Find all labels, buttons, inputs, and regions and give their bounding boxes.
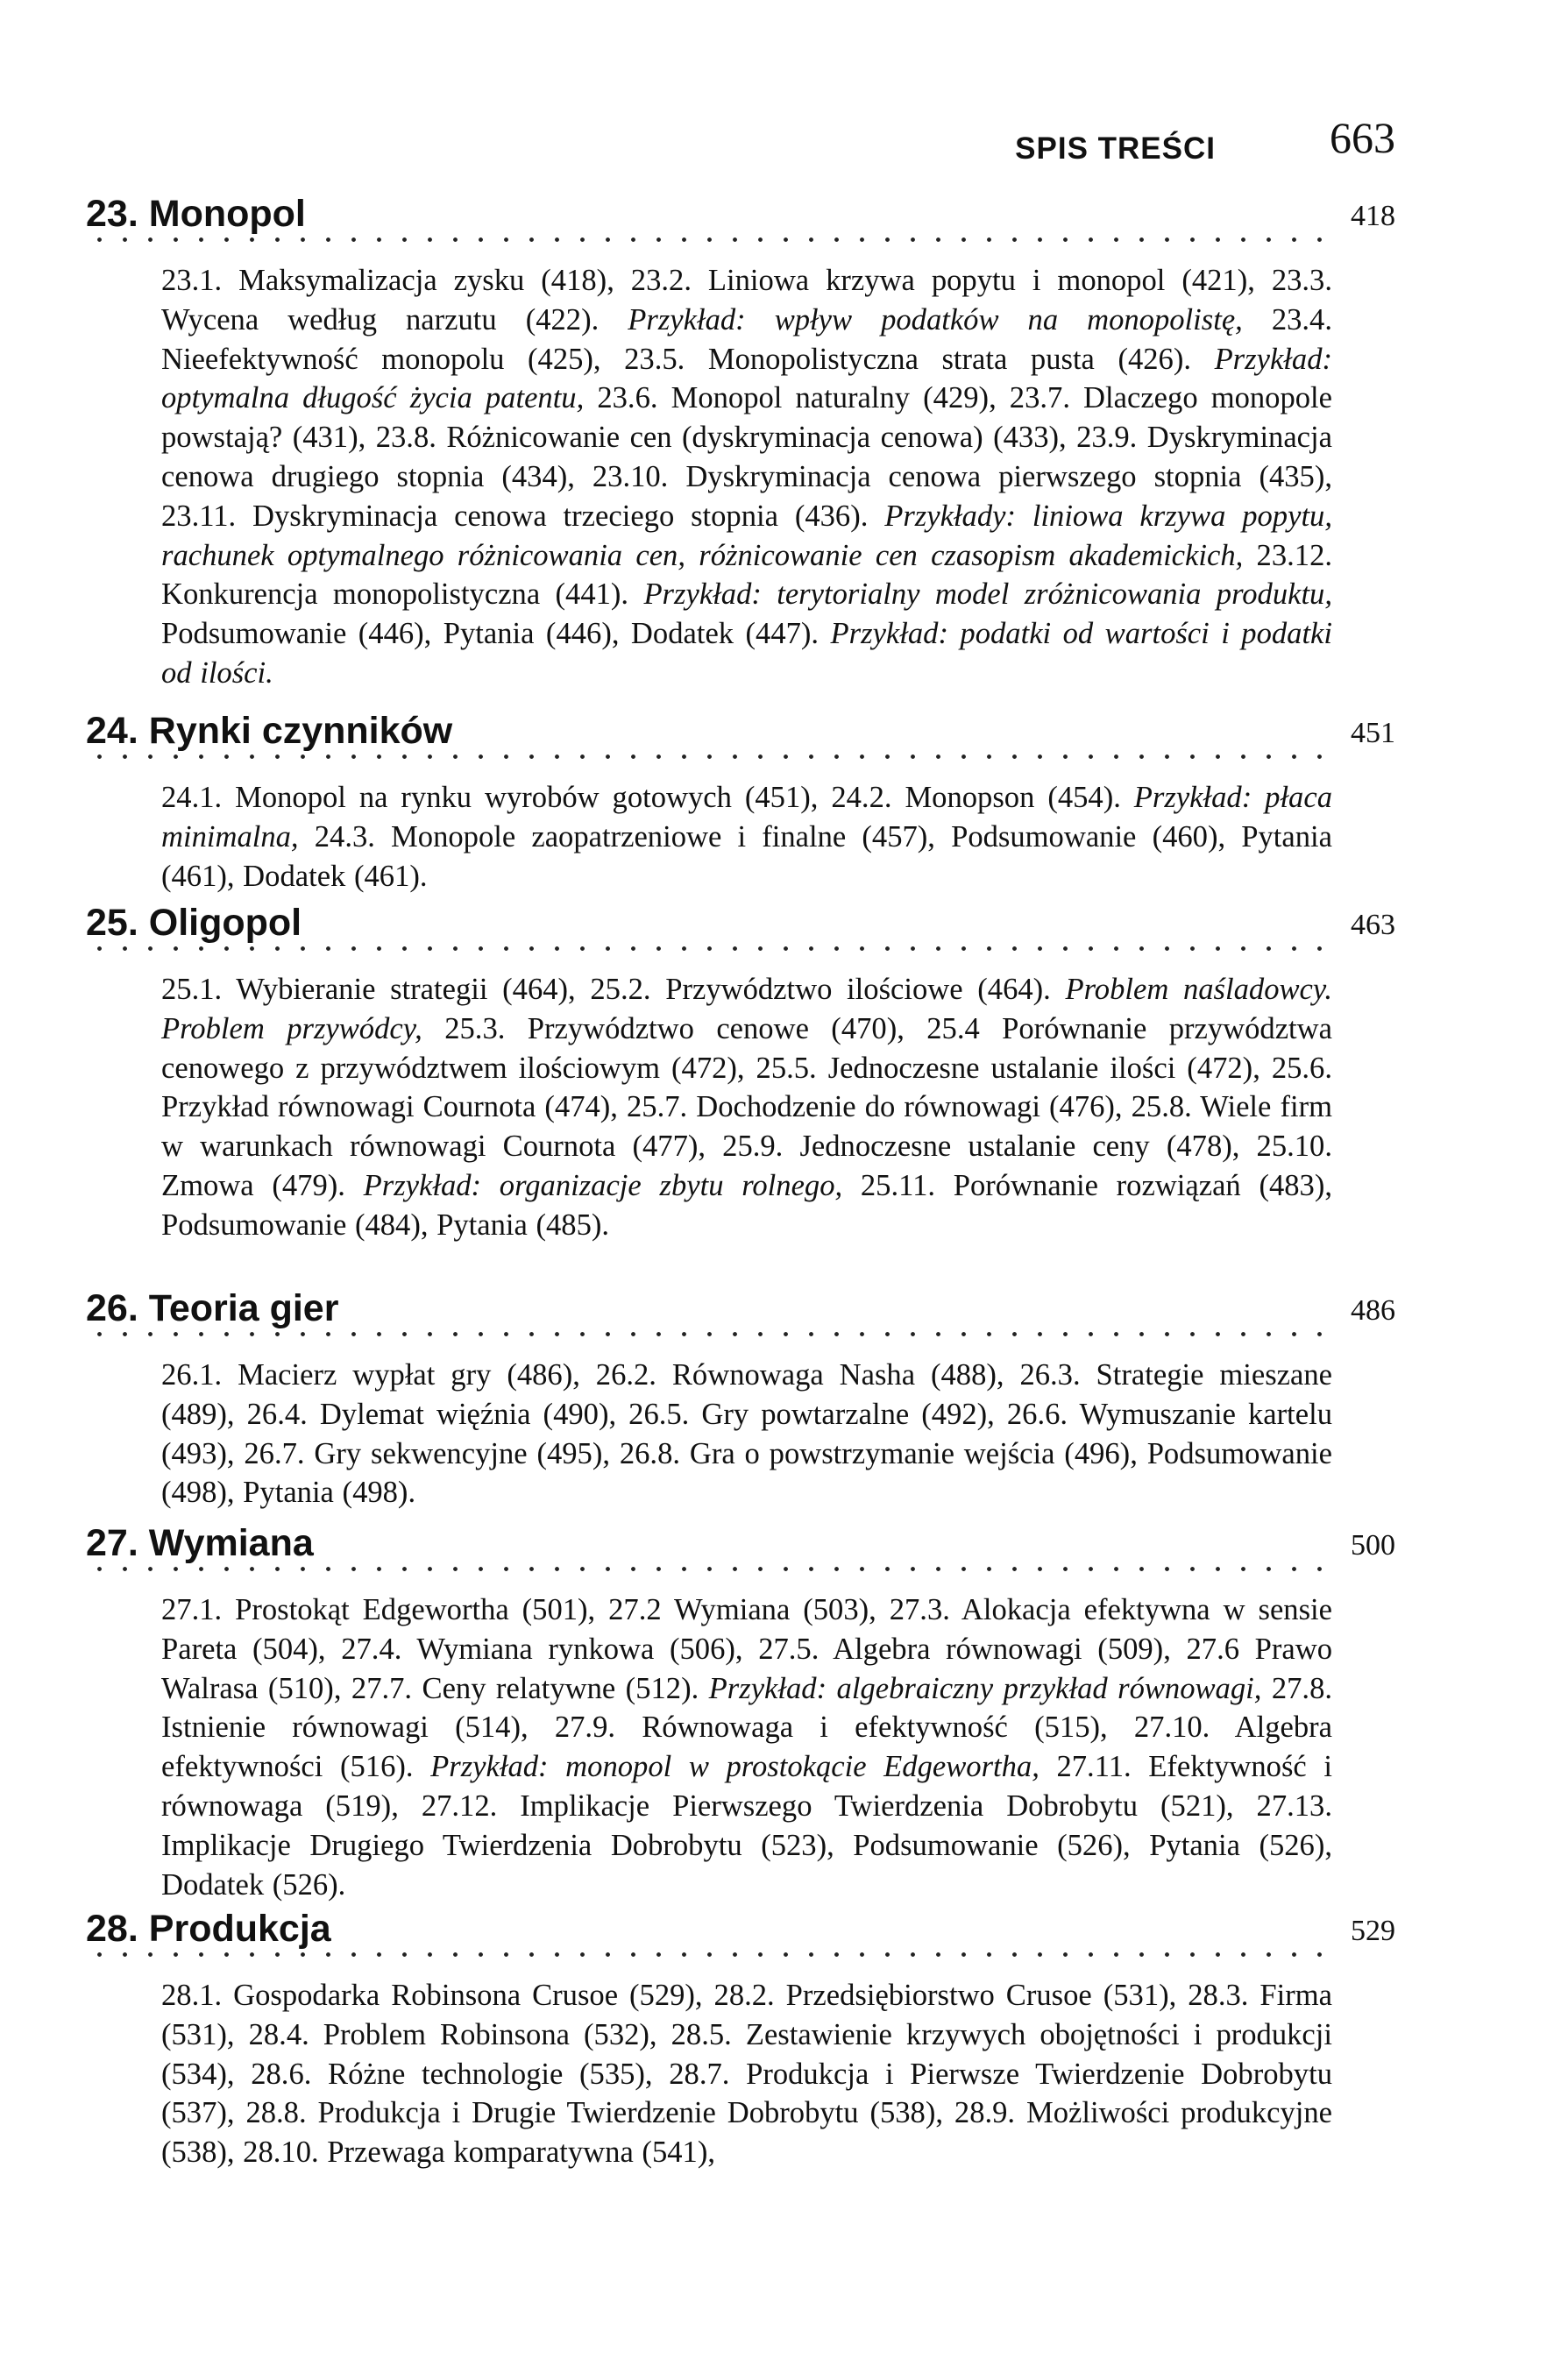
chapter-sections xyxy=(161,778,1332,896)
chapter-number: 27. xyxy=(86,1522,138,1564)
chapter-heading[interactable] xyxy=(86,191,1395,261)
chapter-title-text: Monopol xyxy=(148,193,306,235)
running-head-title: SPIS TREŚCI xyxy=(1015,131,1216,166)
section-text: 24.3. Monopole zaopatrzeniowe i finalne (457), Podsumowanie (460), Pytania (461), Dodatek (461). xyxy=(161,819,1332,893)
chapter-page-number: 529 xyxy=(1351,1915,1395,1947)
section-example-text: Przykład: podatki od wartości i podatki od ilości. xyxy=(161,617,1333,690)
section-text: 23.4. Nieefektywność monopolu (425), 23.5. Monopolistyczna strata pusta (426). xyxy=(161,302,1332,376)
chapter-title-text: Teoria gier xyxy=(148,1287,339,1329)
toc-chapter-28[interactable] xyxy=(86,1906,1395,2172)
chapter-page-number: 486 xyxy=(1351,1294,1395,1327)
chapter-sections xyxy=(161,1356,1332,1512)
chapter-title-text: Oligopol xyxy=(148,902,302,944)
toc-chapter-23[interactable] xyxy=(86,191,1395,693)
section-example-text: Przykład: monopol w prostokącie Edgewortha, xyxy=(430,1750,1039,1784)
chapter-sections xyxy=(161,1590,1332,1904)
chapter-title-text: Produkcja xyxy=(148,1908,331,1950)
dot-leader xyxy=(86,237,1332,242)
chapter-number: 26. xyxy=(86,1287,138,1329)
section-text: 25.3. Przywództwo cenowe (470), 25.4 Porównanie przywództwa cenowego z przywództwem ilościowym (472), 25.5. Jednoczesne ustalanie ilości (472), 25.6. Przykład równowagi Cournota (474), 25.7. Dochodzenie do równowagi (476), 25.8. Wiele firm w warunkach równowagi Cournota (477), 25.9. Jednoczesne ustalanie ceny (478), 25.10. Zmowa (479). xyxy=(161,1011,1332,1202)
chapter-sections xyxy=(161,970,1332,1245)
section-text: 27.11. Efektywność i równowaga (519), 27.12. Implikacje Pierwszego Twierdzenia Dobrobytu (521), 27.13. Implikacje Drugiego Twierdzenia Dobrobytu (523), Podsumowanie (526), Pytania (526), Dodatek (526). xyxy=(161,1750,1333,1902)
chapter-heading[interactable] xyxy=(86,1286,1395,1356)
section-example-text: Przykład: optymalna długość życia patentu, xyxy=(161,342,1332,415)
toc-chapter-25[interactable] xyxy=(86,900,1395,1245)
toc-chapter-24[interactable] xyxy=(86,708,1395,896)
chapter-title[interactable] xyxy=(86,710,452,753)
chapter-title[interactable] xyxy=(86,193,306,236)
section-example-text: Przykład: organizacje zbytu rolnego, xyxy=(363,1168,843,1202)
toc-chapter-27[interactable] xyxy=(86,1520,1395,1904)
section-text: 24.1. Monopol na rynku wyrobów gotowych (451), 24.2. Monopson (454). xyxy=(161,781,1134,814)
chapter-page-number: 451 xyxy=(1351,717,1395,749)
chapter-title[interactable] xyxy=(86,1908,331,1951)
chapter-page-number: 500 xyxy=(1351,1529,1395,1562)
chapter-page-number: 418 xyxy=(1351,200,1395,232)
chapter-sections xyxy=(161,261,1332,693)
section-example-text: Przykład: wpływ podatków na monopolistę, xyxy=(628,302,1243,336)
section-text: 25.11. Porównanie rozwiązań (483), Podsumowanie (484), Pytania (485). xyxy=(161,1168,1332,1242)
chapter-title-text: Rynki czynników xyxy=(148,710,453,752)
section-text: 23.1. Maksymalizacja zysku (418), 23.2. Liniowa krzywa popytu i monopol (421), 23.3. Wycena według narzutu (422). xyxy=(161,264,1332,336)
section-example-text: Przykłady: liniowa krzywa popytu, rachunek optymalnego różnicowania cen, różnicowanie cen czasopism akademickich, xyxy=(161,499,1332,572)
dot-leader xyxy=(86,1567,1332,1571)
section-text: Podsumowanie (446), Pytania (446), Dodatek (447). xyxy=(161,617,831,651)
section-example-text: Problem naśladowcy. Problem przywódcy, xyxy=(161,973,1332,1045)
chapter-number: 24. xyxy=(86,710,138,752)
running-head xyxy=(989,112,1395,182)
section-text: 28.1. Gospodarka Robinsona Crusoe (529), 28.2. Przedsiębiorstwo Crusoe (531), 28.3. Firma (531), 28.4. Problem Robinsona (532), 28.5. Zestawienie krzywych obojętności i produkcji (534), 28.6. Różne technologie (535), 28.7. Produkcja i Pierwsze Twierdzenie Dobrobytu (537), 28.8. Produkcja i Drugie Twierdzenie Dobrobytu (538), 28.9. Możliwości produkcyjne (538), 28.10. Przewaga komparatywna (541), xyxy=(161,1979,1332,2170)
chapter-title[interactable] xyxy=(86,902,302,945)
section-text: 25.1. Wybieranie strategii (464), 25.2. Przywództwo ilościowe (464). xyxy=(161,973,1066,1006)
section-example-text: Przykład: algebraiczny przykład równowagi, xyxy=(708,1671,1262,1705)
dot-leader xyxy=(86,1332,1332,1336)
chapter-heading[interactable] xyxy=(86,900,1395,970)
chapter-title-text: Wymiana xyxy=(148,1522,314,1564)
chapter-title[interactable] xyxy=(86,1287,338,1330)
chapter-number: 28. xyxy=(86,1908,138,1950)
dot-leader xyxy=(86,946,1332,951)
section-text: 23.6. Monopol naturalny (429), 23.7. Dlaczego monopole powstają? (431), 23.8. Różnicowanie cen (dyskryminacja cenowa) (433), 23.9. Dyskryminacja cenowa drugiego stopnia (434), 23.10. Dyskryminacja cenowa pierwszego stopnia (435), 23.11. Dyskryminacja cenowa trzeciego stopnia (436). xyxy=(161,381,1332,533)
chapter-title[interactable] xyxy=(86,1522,314,1565)
section-text: 27.8. Istnienie równowagi (514), 27.9. Równowaga i efektywność (515), 27.10. Algebra efektywności (516). xyxy=(161,1671,1333,1784)
chapter-heading[interactable] xyxy=(86,1520,1395,1590)
dot-leader xyxy=(86,1952,1332,1957)
section-example-text: Przykład: terytorialny model zróżnicowania produktu, xyxy=(643,577,1332,612)
chapter-heading[interactable] xyxy=(86,1906,1395,1976)
chapter-page-number: 463 xyxy=(1351,909,1395,941)
chapter-number: 23. xyxy=(86,193,138,235)
section-example-text: Przykład: płaca minimalna, xyxy=(161,781,1332,854)
chapter-sections xyxy=(161,1976,1332,2172)
chapter-number: 25. xyxy=(86,902,138,944)
toc-chapter-26[interactable] xyxy=(86,1286,1395,1512)
section-text: 23.12. Konkurencja monopolistyczna (441). xyxy=(161,538,1332,612)
section-text: 26.1. Macierz wypłat gry (486), 26.2. Równowaga Nasha (488), 26.3. Strategie mieszane (489), 26.4. Dylemat więźnia (490), 26.5. Gry powtarzalne (492), 26.6. Wymuszanie kartelu (493), 26.7. Gry sekwencyjne (495), 26.8. Gra o powstrzymanie wejścia (496), Podsumowanie (498), Pytania (498). xyxy=(161,1358,1332,1510)
dot-leader xyxy=(86,754,1332,759)
chapter-heading[interactable] xyxy=(86,708,1395,778)
page-number: 663 xyxy=(1330,113,1395,162)
section-text: 27.1. Prostokąt Edgewortha (501), 27.2 Wymiana (503), 27.3. Alokacja efektywna w sensie Pareta (504), 27.4. Wymiana rynkowa (506), 27.5. Algebra równowagi (509), 27.6 Prawo Walrasa (510), 27.7. Ceny relatywne (512). xyxy=(161,1593,1332,1705)
